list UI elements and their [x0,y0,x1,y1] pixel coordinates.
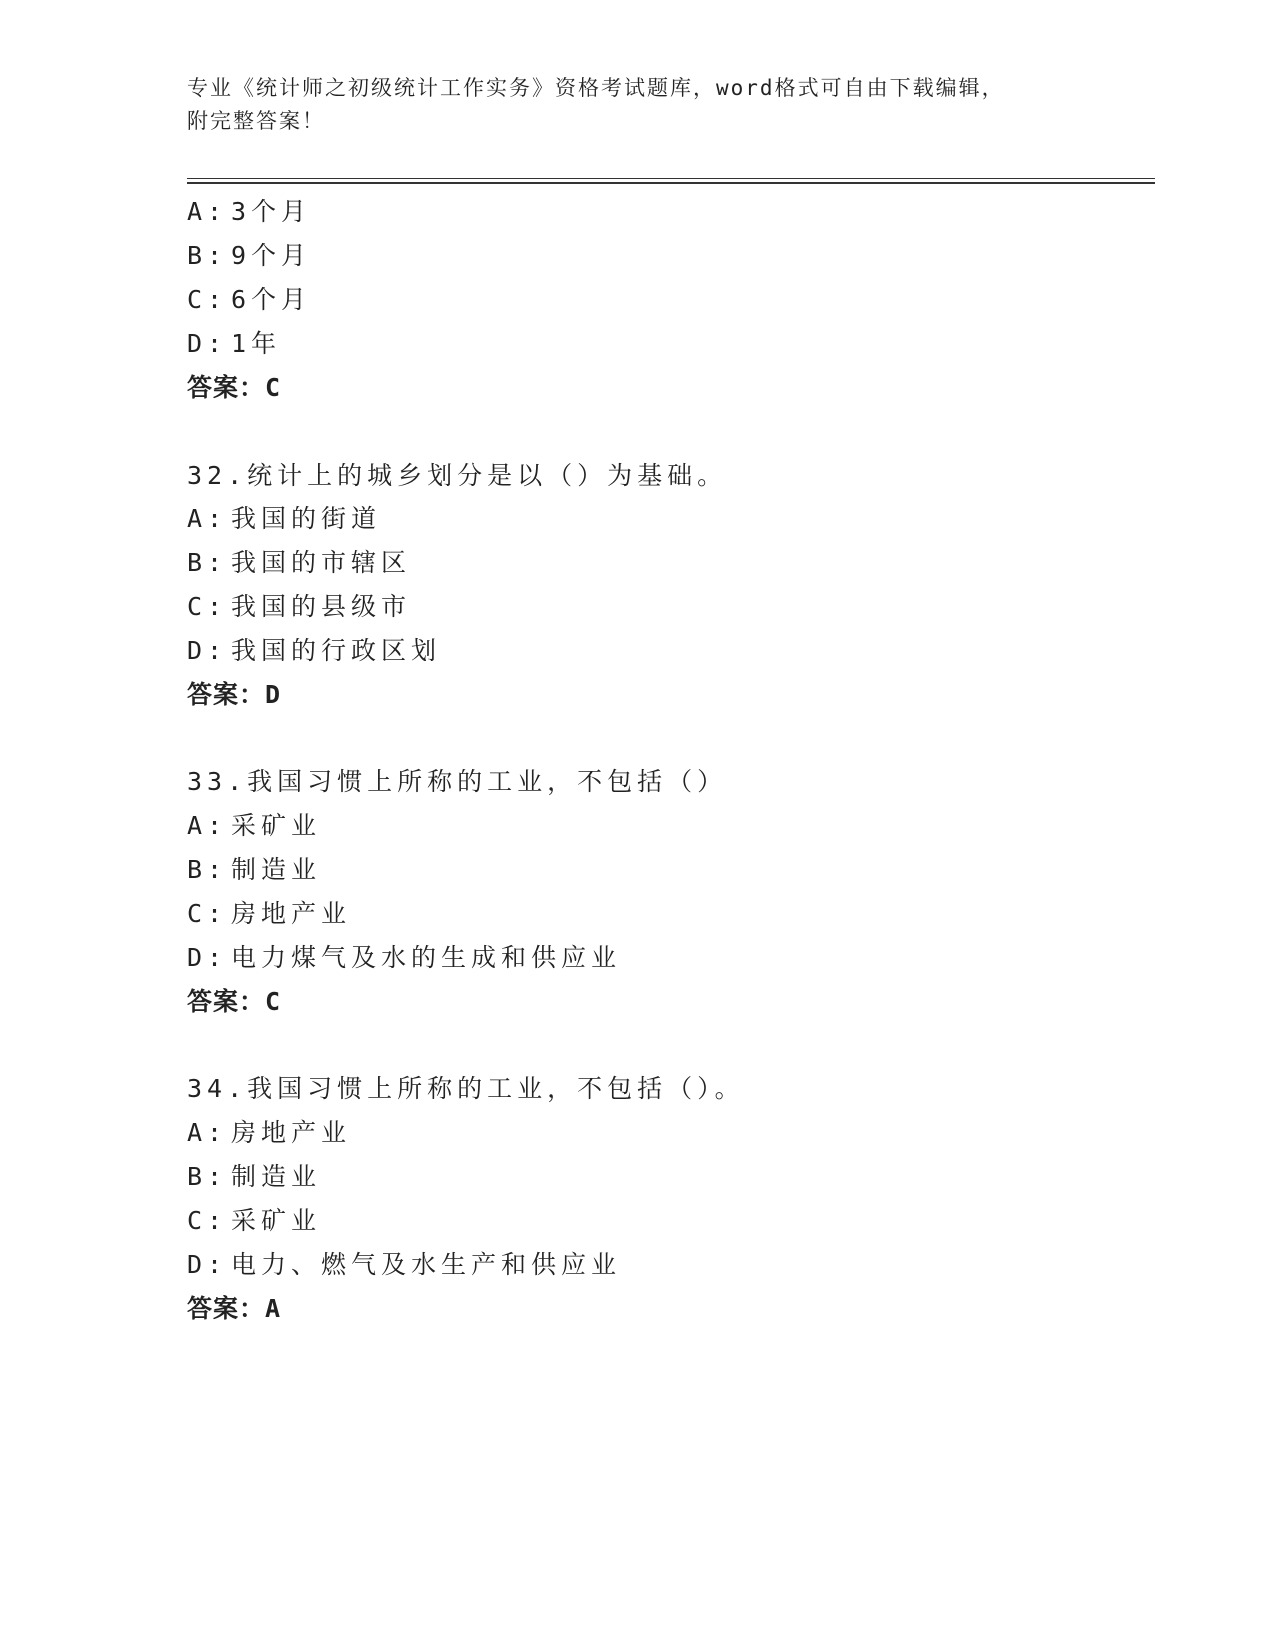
answer-line: 答案：C [187,987,282,1016]
question-stem: 33.我国习惯上所称的工业，不包括（） [187,767,728,796]
option-c: C: 采矿业 [187,1206,322,1235]
option-d: D: 电力、燃气及水生产和供应业 [187,1250,622,1279]
header-line-2: 附完整答案！ [187,109,325,133]
header-divider-thick [187,182,1155,184]
question-stem: 32.统计上的城乡划分是以（）为基础。 [187,461,728,490]
option-b: B: 制造业 [187,1162,322,1191]
option-d: D: 电力煤气及水的生成和供应业 [187,943,622,972]
option-b: B: 9个月 [187,241,312,270]
option-a: A: 房地产业 [187,1118,352,1147]
document-header [187,72,1087,138]
option-c: C: 房地产业 [187,899,352,928]
answer-line: 答案：D [187,680,282,709]
option-c: C: 我国的县级市 [187,592,412,621]
answer-line: 答案：A [187,1294,282,1323]
header-line-1: 专业《统计师之初级统计工作实务》资格考试题库，word格式可自由下载编辑， [187,76,1005,100]
option-a: A: 我国的街道 [187,504,382,533]
header-divider-thin [187,178,1155,179]
option-b: B: 制造业 [187,855,322,884]
option-b: B: 我国的市辖区 [187,548,412,577]
option-c: C: 6个月 [187,285,312,314]
answer-line: 答案：C [187,373,282,402]
question-stem: 34.我国习惯上所称的工业，不包括（）。 [187,1074,745,1103]
option-d: D: 1年 [187,329,282,358]
option-a: A: 3个月 [187,197,312,226]
option-a: A: 采矿业 [187,811,322,840]
option-d: D: 我国的行政区划 [187,636,442,665]
